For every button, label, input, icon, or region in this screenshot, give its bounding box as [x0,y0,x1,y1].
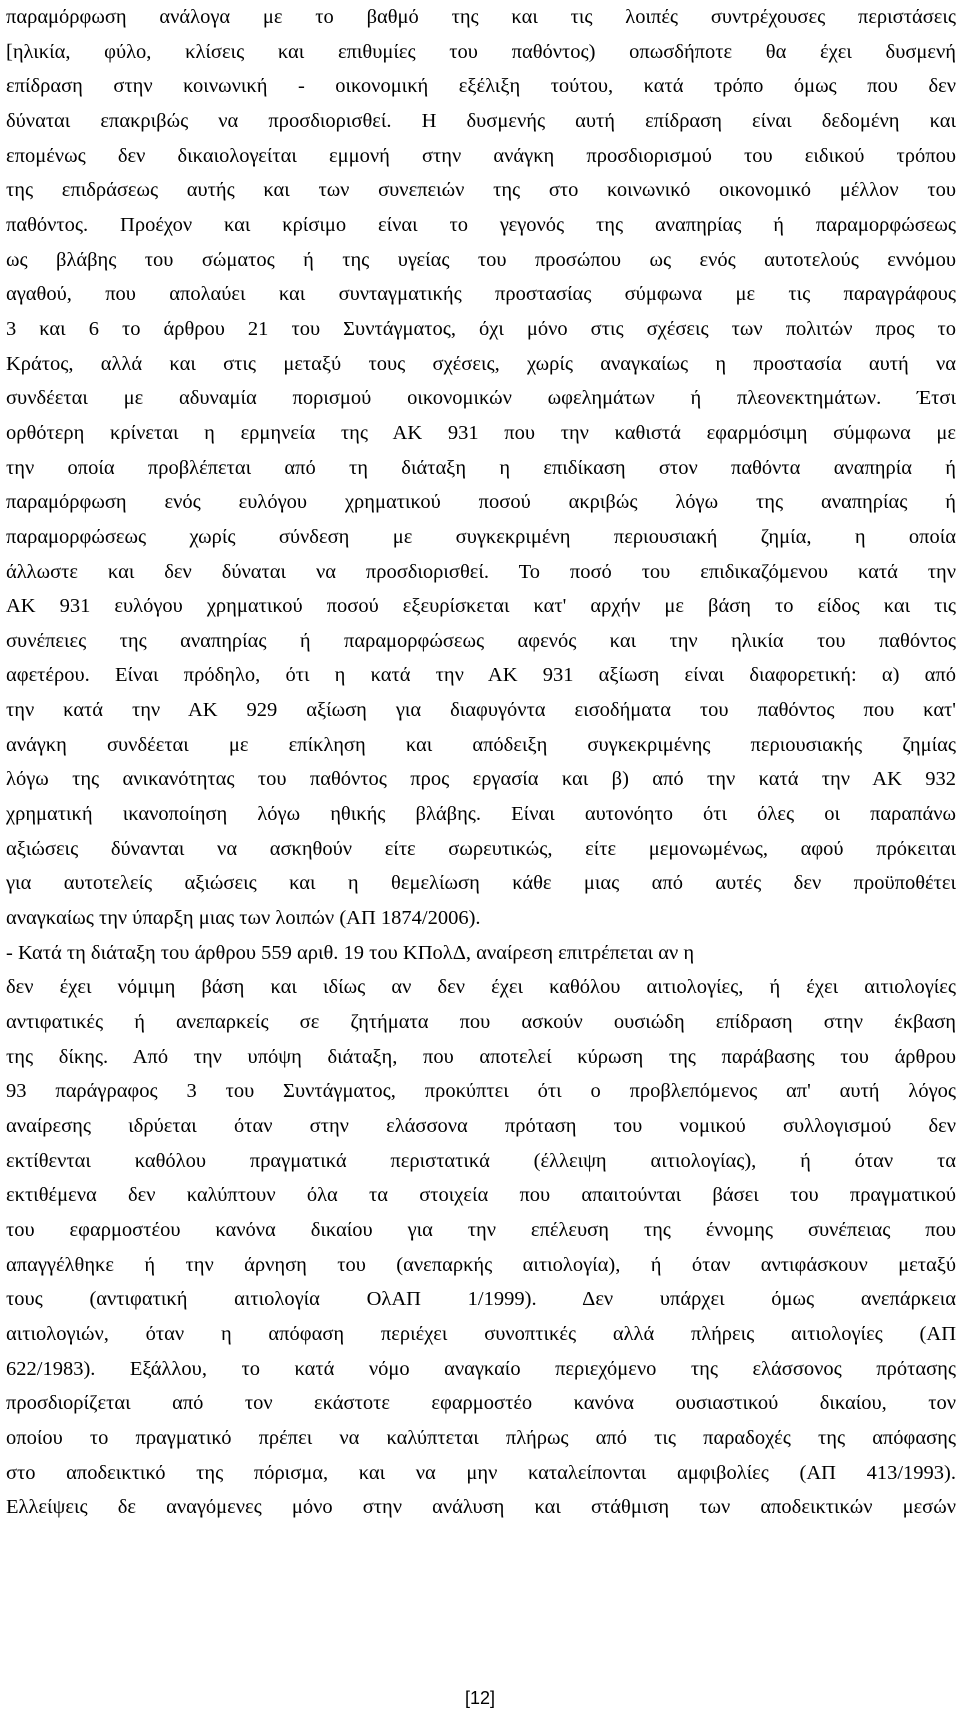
text-line: αφετέρου. Είναι πρόδηλο, ότι η κατά την ΑΚ 931 αξίωση είναι διαφορετική: α) από [6,664,956,687]
page-number: [12] [464,1688,496,1708]
text-line: παθόντος. Προέχον και κρίσιμο είναι το γεγονός της αναπηρίας ή παραμορφώσεως [6,213,956,236]
text-line: συνέπειες της αναπηρίας ή παραμορφώσεως αφενός και την ηλικία του παθόντος [6,629,956,652]
text-line: της επιδράσεως αυτής και των συνεπειών της στο κοινωνικό οικονομικό μέλλον του [6,179,956,202]
text-line: 93 παράγραφος 3 του Συντάγματος, προκύπτει ότι ο προβλεπόμενος απ' αυτή λόγος [6,1080,956,1103]
text-line: της δίκης. Από την υπόψη διάταξη, που αποτελεί κύρωση της παράβασης του άρθρου [6,1045,956,1068]
text-line: ανάγκη συνδέεται με επίκληση και απόδειξη συγκεκριμένης περιουσιακής ζημίας [6,733,956,756]
text-line: Ελλείψεις δε αναγόμενες μόνο στην ανάλυση και στάθμιση των αποδεικτικών μεσών [6,1496,956,1519]
text-line: συνδέεται με αδυναμία πορισμού οικονομικών ωφελημάτων ή πλεονεκτημάτων. Έτσι [6,387,956,410]
text-line: 3 και 6 το άρθρου 21 του Συντάγματος, όχι μόνο στις σχέσεις των πολιτών προς το [6,317,956,340]
text-line: λόγω της ανικανότητας του παθόντος προς εργασία και β) από την κατά την ΑΚ 932 [6,768,956,791]
text-line: εκτίθενται καθόλου πραγματικά περιστατικά (έλλειψη αιτιολογίας), ή όταν τα [6,1149,956,1172]
text-line: - Κατά τη διάταξη του άρθρου 559 αριθ. 19 του ΚΠολΔ, αναίρεση επιτρέπεται αν η [6,941,695,964]
text-line: του εφαρμοστέου κανόνα δικαίου για την επέλευση της έννομης συνέπειας που [6,1218,956,1241]
text-line: Κράτος, αλλά και στις μεταξύ τους σχέσεις, χωρίς αναγκαίως η προστασία αυτή να [6,352,956,375]
body-text [6,0,956,1525]
text-line: χρηματική ικανοποίηση λόγω ηθικής βλάβης. Είναι αυτονόητο ότι όλες οι παραπάνω [6,803,956,826]
text-line: δεν έχει νόμιμη βάση και ιδίως αν δεν έχει καθόλου αιτιολογίες, ή έχει αιτιολογίες [6,976,956,999]
text-line: εκτιθέμενα δεν καλύπτουν όλα τα στοιχεία που απαιτούνται βάσει του πραγματικού [6,1184,956,1207]
text-line: για αυτοτελείς αξιώσεις και η θεμελίωση κάθε μιας από αυτές δεν προϋποθέτει [6,872,956,895]
text-line: αναίρεσης ιδρύεται όταν στην ελάσσονα πρόταση του νομικού συλλογισμού δεν [6,1115,956,1137]
text-line: προσδιορίζεται από τον εκάστοτε εφαρμοστέο κανόνα ουσιαστικού δικαίου, τον [6,1392,956,1415]
text-line: οποίου το πραγματικό πρέπει να καλύπτεται πλήρως από τις παραδοχές της απόφασης [6,1426,956,1449]
text-line: αιτιολογιών, όταν η απόφαση περιέχει συνοπτικές αλλά πλήρεις αιτιολογίες (ΑΠ [6,1322,956,1345]
text-line: τους (αντιφατική αιτιολογία ΟλΑΠ 1/1999). Δεν υπάρχει όμως ανεπάρκεια [6,1288,956,1311]
text-line: ως βλάβης του σώματος ή της υγείας του προσώπου ως ενός αυτοτελούς εννόμου [6,248,956,271]
text-line: την οποία προβλέπεται από τη διάταξη η επιδίκαση στον παθόντα αναπηρία ή [6,456,956,479]
text-line: ΑΚ 931 ευλόγου χρηματικού ποσού εξευρίσκεται κατ' αρχήν με βάση το είδος και τις [6,595,956,618]
text-line: 622/1983). Εξάλλου, το κατά νόμο αναγκαίο περιεχόμενο της ελάσσονος πρότασης [6,1357,956,1380]
text-line: παραμόρφωση ανάλογα με το βαθμό της και τις λοιπές συντρέχουσες περιστάσεις [6,6,956,28]
text-line: αξιώσεις δύνανται να ασκηθούν είτε σωρευτικώς, είτε μεμονωμένως, αφού πρόκειται [6,837,956,860]
text-line: επίδραση στην κοινωνική - οικονομική εξέλιξη τούτου, κατά τρόπο όμως που δεν [6,75,956,98]
text-line: παραμόρφωση ενός ευλόγου χρηματικού ποσού ακριβώς λόγω της αναπηρίας ή [6,491,956,514]
text-line: ορθότερη κρίνεται η ερμηνεία της ΑΚ 931 που την καθιστά εφαρμόσιμη σύμφωνα με [6,421,956,444]
text-line: αγαθού, που απολαύει και συνταγματικής προστασίας σύμφωνα με τις παραγράφους [6,283,956,306]
text-line: [ηλικία, φύλο, κλίσεις και επιθυμίες του παθόντος) οπωσδήποτε θα έχει δυσμενή [6,40,956,63]
text-line: επομένως δεν δικαιολογείται εμμονή στην ανάγκη προσδιορισμού του ειδικού τρόπου [6,144,956,167]
text-line: αντιφατικές ή ανεπαρκείς σε ζητήματα που ασκούν ουσιώδη επίδραση στην έκβαση [6,1011,956,1034]
text-line: άλλωστε και δεν δύναται να προσδιορισθεί. Το ποσό του επιδικαζόμενου κατά την [6,560,956,583]
text-line: στο αποδεικτικό της πόρισμα, και να μην καταλείπονται αμφιβολίες (ΑΠ 413/1993). [6,1461,956,1484]
text-line: δύναται επακριβώς να προσδιορισθεί. Η δυσμενής αυτή επίδραση είναι δεδομένη και [6,109,956,132]
text-line: την κατά την ΑΚ 929 αξίωση για διαφυγόντα εισοδήματα του παθόντος που κατ' [6,699,956,722]
text-line: αναγκαίως την ύπαρξη μιας των λοιπών (ΑΠ 1874/2006). [6,907,481,930]
text-line: απαγγέλθηκε ή την άρνηση του (ανεπαρκής αιτιολογία), ή όταν αντιφάσκουν μεταξύ [6,1253,956,1276]
text-line: παραμορφώσεως χωρίς σύνδεση με συγκεκριμένη περιουσιακή ζημία, η οποία [6,525,956,548]
